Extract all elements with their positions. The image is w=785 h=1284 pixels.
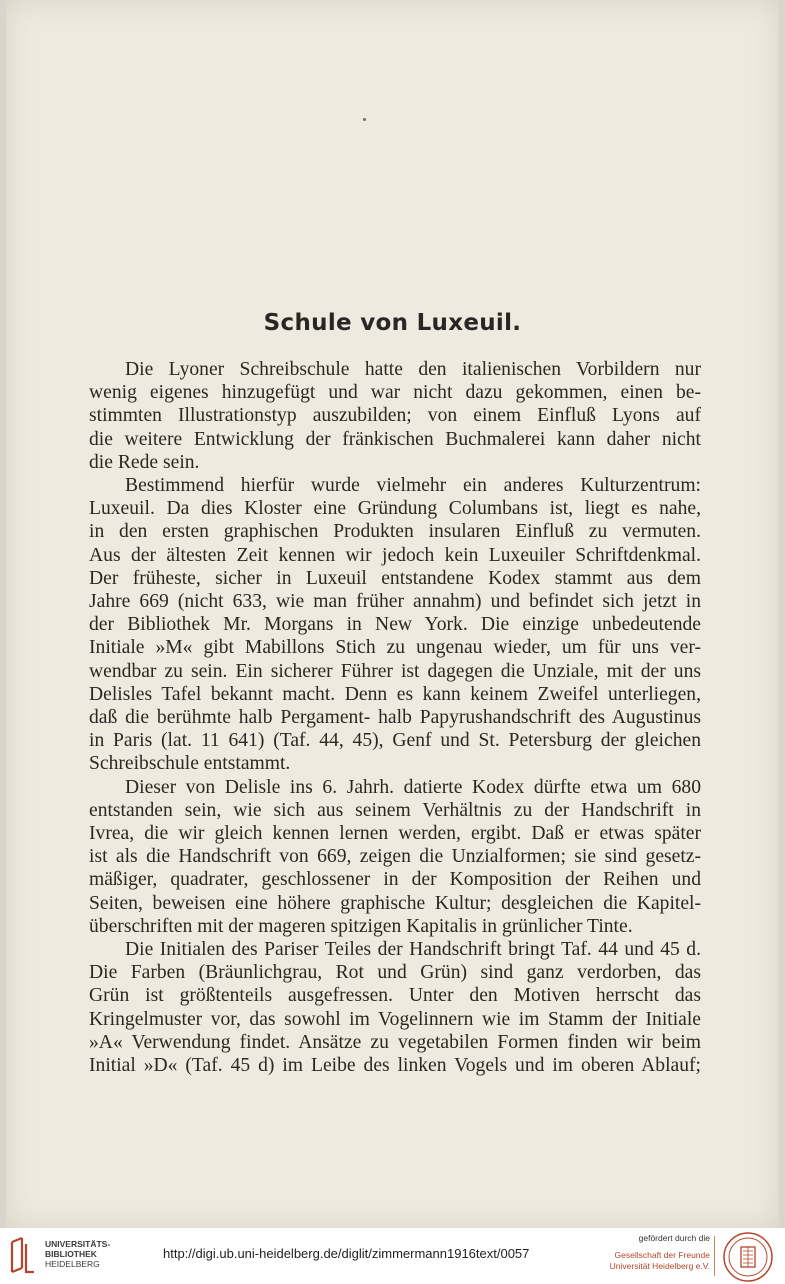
library-name-line1: UNIVERSITÄTS- [45,1239,111,1249]
body-text [89,358,701,1077]
text-line: Kringelmuster vor, das sowohl im Vogelinnern wie im Stamm der Initiale [89,1008,701,1030]
ink-speck [363,118,366,121]
text-line: Initiale »M« gibt Mabillons Stich zu ungenau wieder, um für uns ver- [89,637,701,659]
text-line: Bestimmend hierfür wurde vielmehr ein anderes Kulturzentrum: [125,475,701,497]
text-line: in den ersten graphischen Produkten insularen Einfluß zu vermuten. [89,521,701,543]
text-line: »A« Verwendung findet. Ansätze zu vegetabilen Formen finden wir beim [89,1031,701,1053]
text-line: wenig eigenes hinzugefügt und war nicht dazu gekommen, einen be- [89,382,701,404]
text-line: die Rede sein. [89,451,200,473]
text-line: Schreibschule entstammt. [89,753,291,775]
text-line: überschriften mit der mageren spitzigen Kapitalis in grünlicher Tinte. [89,915,633,937]
page-heading: Schule von Luxeuil. [263,310,522,336]
text-line: Delisles Tafel bekannt macht. Denn es kann keinem Zweifel unterliegen, [89,683,701,705]
text-line: entstanden sein, wie sich aus seinem Verhältnis zu der Handschrift in [89,799,701,821]
university-library-logo-icon [8,1236,38,1276]
text-line: ist als die Handschrift von 669, zeigen die Unzialformen; sie sind gesetz- [89,846,701,868]
text-line: Dieser von Delisle ins 6. Jahrh. datierte Kodex dürfte etwa um 680 [125,776,701,798]
text-line: stimmten Illustrationstyp auszubilden; von einem Einfluß Lyons auf [89,405,701,427]
text-line: Die Initialen des Pariser Teiles der Handschrift bringt Taf. 44 und 45 d. [125,939,701,961]
sponsor-name-line1: Gesellschaft der Freunde [614,1250,710,1260]
text-line: daß die berühmte halb Pergament- halb Papyrushandschrift des Augustinus [89,707,701,729]
text-line: Ivrea, die wir gleich kennen lernen werden, ergibt. Daß er etwas später [89,823,701,845]
library-name-line3: HEIDELBERG [45,1259,100,1269]
footer-bar [0,1228,785,1284]
text-line: die weitere Entwicklung der fränkischen Buchmalerei kann daher nicht [89,428,701,450]
permalink-url[interactable]: http://digi.ub.uni-heidelberg.de/diglit/zimmermann1916text/0057 [163,1246,530,1261]
scanned-page [6,0,779,1228]
text-line: wendbar zu sein. Ein sicherer Führer ist dagegen die Unziale, mit der uns [89,660,701,682]
text-line: Jahre 669 (nicht 633, wie man früher annahm) und befindet sich jetzt in [89,591,701,613]
sponsor-name-line2: Universität Heidelberg e.V. [609,1261,710,1271]
text-line: Initial »D« (Taf. 45 d) im Leibe des linken Vogels und im oberen Ablauf; [89,1055,701,1077]
text-line: Aus der ältesten Zeit kennen wir jedoch kein Luxeuiler Schriftdenkmal. [89,544,701,566]
library-name-line2: BIBLIOTHEK [45,1249,97,1259]
text-line: mäßiger, quadrater, geschlossener in der Komposition der Reihen und [89,869,701,891]
text-line: Die Farben (Bräunlichgrau, Rot und Grün) sind ganz verdorben, das [89,962,701,984]
sponsor-by-label: gefördert durch die [638,1233,710,1243]
text-line: in Paris (lat. 11 641) (Taf. 44, 45), Genf und St. Petersburg der gleichen [89,730,701,752]
text-line: Der früheste, sicher in Luxeuil entstandene Kodex stammt aus dem [89,567,701,589]
university-seal-icon [722,1231,774,1283]
text-line: Luxeuil. Da dies Kloster eine Gründung Columbans ist, liegt es nahe, [89,498,701,520]
library-name [45,1239,110,1269]
text-line: Grün ist größtenteils ausgefressen. Unter den Motiven herrscht das [89,985,701,1007]
footer-divider [714,1236,715,1276]
text-line: Seiten, beweisen eine höhere graphische Kultur; desgleichen die Kapitel- [89,892,701,914]
text-line: der Bibliothek Mr. Morgans in New York. Die einzige unbedeutende [89,614,701,636]
sponsor-credit [590,1233,710,1272]
text-line: Die Lyoner Schreibschule hatte den italienischen Vorbildern nur [125,359,701,380]
